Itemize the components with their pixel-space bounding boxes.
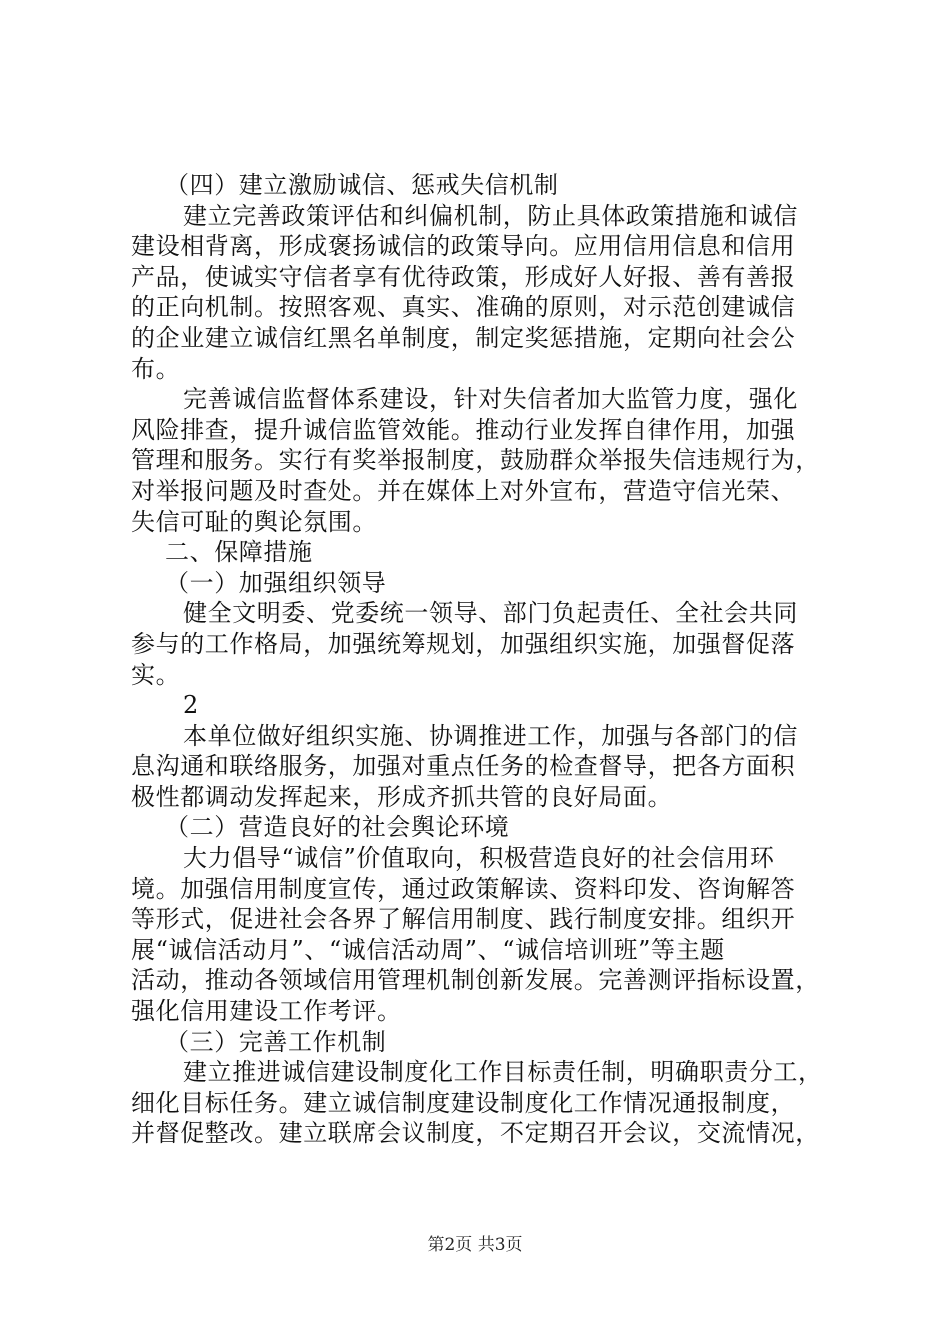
text-line: 的正向机制。按照客观、真实、准确的原则，对示范创建诚信 (131, 293, 796, 322)
text-line: （一）加强组织领导 (165, 568, 387, 597)
text-line: （四）建立激励诚信、惩戒失信机制 (165, 171, 559, 199)
text-line: 等形式，促进社会各界了解信用制度、践行制度安排。组织开 (131, 905, 796, 934)
text-line: 息沟通和联络服务，加强对重点任务的检查督导，把各方面积 (131, 752, 796, 781)
text-line: 健全文明委、党委统一领导、部门负起责任、全社会共同 (183, 599, 798, 628)
text-line: 建立完善政策评估和纠偏机制，防止具体政策措施和诚信 (183, 201, 798, 230)
text-line: 境。加强信用制度宣传，通过政策解读、资料印发、咨询解答 (131, 874, 796, 903)
text-line: 管理和服务。实行有奖举报制度，鼓励群众举报失信违规行为， (131, 446, 820, 475)
text-line: 二、保障措施 (165, 538, 313, 567)
text-line: （三）完善工作机制 (165, 1027, 387, 1056)
text-line: 产品，使诚实守信者享有优待政策，形成好人好报、善有善报 (131, 262, 796, 291)
text-line: 实。 (131, 660, 181, 689)
text-line: 参与的工作格局，加强统筹规划，加强组织实施，加强督促落 (131, 629, 796, 658)
text-line: 展“诚信活动月”、“诚信活动周”、“诚信培训班”等主题 (131, 935, 725, 964)
text-line: 对举报问题及时查处。并在媒体上对外宣布，营造守信光荣、 (131, 476, 796, 505)
text-line: 建立推进诚信建设制度化工作目标责任制，明确职责分工， (183, 1058, 823, 1087)
text-line: 细化目标任务。建立诚信制度建设制度化工作情况通报制度， (131, 1088, 796, 1117)
page-footer: 第2页 共3页 (427, 1235, 523, 1255)
text-line: 大力倡导“诚信”价值取向，积极营造良好的社会信用环 (183, 844, 775, 873)
text-line: 完善诚信监督体系建设，针对失信者加大监管力度，强化 (183, 385, 798, 414)
text-line: 本单位做好组织实施、协调推进工作，加强与各部门的信 (183, 721, 798, 750)
text-line: 强化信用建设工作考评。 (131, 997, 402, 1026)
text-line: 风险排查，提升诚信监管效能。推动行业发挥自律作用，加强 (131, 415, 796, 444)
text-line: （二）营造良好的社会舆论环境 (165, 813, 510, 842)
text-line: 建设相背离，形成褒扬诚信的政策导向。应用信用信息和信用 (131, 232, 796, 261)
text-line: 活动，推动各领域信用管理机制创新发展。完善测评指标设置， (131, 966, 820, 995)
text-line: 布。 (131, 354, 181, 383)
text-line: 2 (183, 691, 199, 720)
text-line: 并督促整改。建立联席会议制度，不定期召开会议，交流情况， (131, 1119, 820, 1148)
text-line: 的企业建立诚信红黑名单制度，制定奖惩措施，定期向社会公 (131, 323, 796, 352)
document-body (131, 170, 831, 1149)
text-line: 极性都调动发挥起来，形成齐抓共管的良好局面。 (131, 782, 673, 811)
text-line: 失信可耻的舆论氛围。 (131, 507, 377, 536)
